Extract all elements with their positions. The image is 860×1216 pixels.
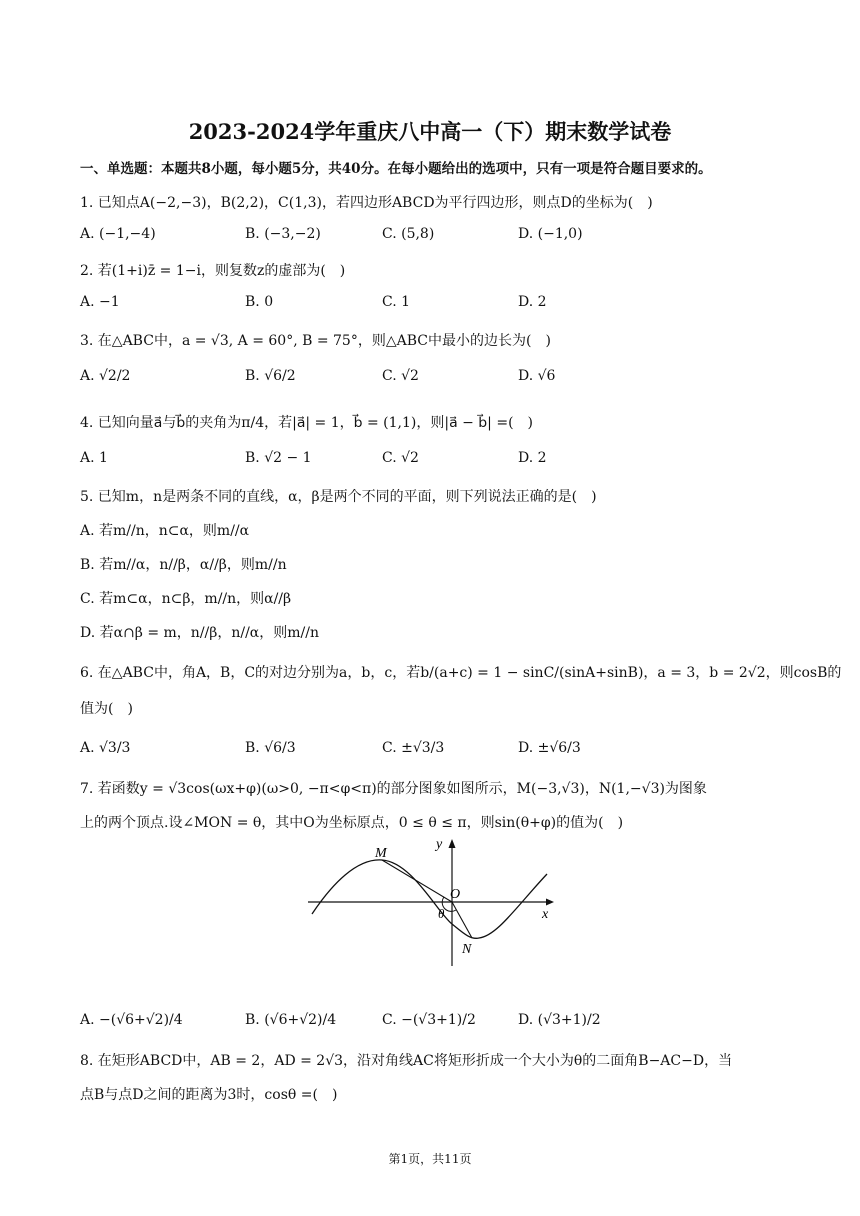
page-footer: 第1页，共11页 [388,1152,472,1166]
option-a: A. −1 [80,294,120,310]
option-d: D. (−1,0) [518,226,583,242]
option-d: D. ±√6/3 [518,740,581,756]
segment-om [382,860,452,902]
question-8-line-1: 8. 在矩形ABCD中，AB = 2，AD = 2√3，沿对角线AC将矩形折成一个大小为θ的二面角B−AC−D，当 [80,1053,733,1069]
option-c: C. 1 [382,294,411,310]
option-b: B. 若m//α，n//β，α//β，则m//n [80,557,287,573]
option-b: B. (√6+√2)/4 [245,1012,337,1028]
label-o: O [450,887,461,902]
option-c: C. −(√3+1)/2 [382,1012,476,1028]
option-a: A. 若m//n，n⊂α，则m//α [80,523,250,539]
question-5: 5. 已知m，n是两条不同的直线，α，β是两个不同的平面，则下列说法正确的是( ) [80,489,597,505]
option-a: A. √2/2 [80,368,131,384]
option-a: A. −(√6+√2)/4 [80,1012,183,1028]
option-a: A. 1 [80,450,108,466]
question-6-options [80,740,780,764]
option-c: C. √2 [382,368,419,384]
question-1-options [80,226,780,250]
question-4: 4. 已知向量a⃗与b⃗的夹角为π/4，若|a⃗| = 1，b⃗ = (1,1)，则|a⃗ − b⃗| =( ) [80,415,533,431]
option-d: D. √6 [518,368,556,384]
exam-title: 2023-2024学年重庆八中高一（下）期末数学试卷 [188,119,672,144]
question-2: 2. 若(1+i)z̄ = 1−i，则复数z的虚部为( ) [80,263,346,279]
question-2-options [80,294,780,318]
label-m: M [375,846,387,861]
label-n: N [462,942,472,957]
label-theta: θ [438,906,445,921]
label-y: y [436,837,443,852]
y-axis-arrow [449,839,456,848]
option-b: B. √6/3 [245,740,296,756]
option-a: A. √3/3 [80,740,131,756]
option-c: C. √2 [382,450,419,466]
option-c: C. ±√3/3 [382,740,445,756]
question-7-options [80,1012,780,1036]
question-8-line-2: 点B与点D之间的距离为3时，cosθ =( ) [80,1087,338,1103]
option-b: B. (−3,−2) [245,226,321,242]
option-d: D. 2 [518,450,547,466]
question-3: 3. 在△ABC中，a = √3, A = 60°, B = 75°，则△ABC中最小的边长为( ) [80,333,551,349]
option-b: B. √6/2 [245,368,296,384]
function-curve [312,860,547,938]
question-4-options [80,450,780,474]
question-3-options [80,368,780,392]
section-heading: 一、单选题：本题共8小题，每小题5分，共40分。在每小题给出的选项中，只有一项是符合题目要求的。 [80,161,712,177]
option-d: D. 2 [518,294,547,310]
option-a: A. (−1,−4) [80,226,156,242]
option-b: B. 0 [245,294,274,310]
option-b: B. √2 − 1 [245,450,312,466]
cosine-graph-figure [302,826,562,971]
question-7-line-1: 7. 若函数y = √3cos(ωx+φ)(ω>0, −π<φ<π)的部分图象如图所示，M(−3,√3)，N(1,−√3)为图象 [80,781,707,797]
question-1: 1. 已知点A(−2,−3)，B(2,2)，C(1,3)，若四边形ABCD为平行四边形，则点D的坐标为( ) [80,195,653,211]
option-c: C. 若m⊂α，n⊂β，m//n，则α//β [80,591,292,607]
question-6-line-1: 6. 在△ABC中，角A，B，C的对边分别为a，b，c，若b/(a+c) = 1 − sinC/(sinA+sinB)，a = 3，b = 2√2，则cosB的 [80,665,842,681]
option-d: D. (√3+1)/2 [518,1012,601,1028]
option-d: D. 若α∩β = m，n//β，n//α，则m//n [80,625,319,641]
x-axis-arrow [546,899,554,906]
label-x: x [542,907,549,922]
question-6-line-2: 值为( ) [80,701,133,717]
option-c: C. (5,8) [382,226,435,242]
question-7-line-2: 上的两个顶点.设∠MON = θ，其中O为坐标原点，0 ≤ θ ≤ π，则sin(θ+φ)的值为( ) [80,815,624,831]
